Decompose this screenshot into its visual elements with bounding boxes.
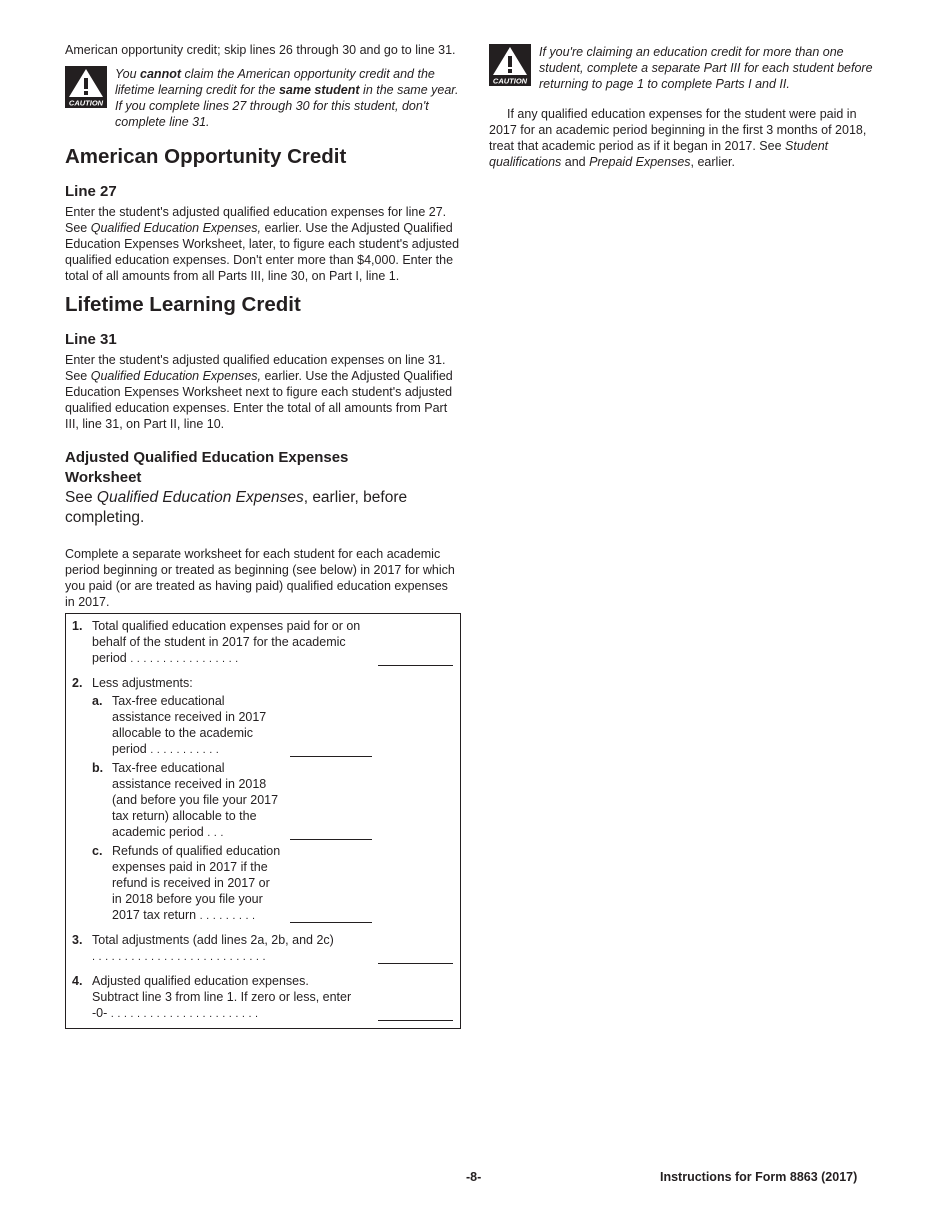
- line31-paragraph: Enter the student's adjusted qualified education expenses on line 31. See Qualified Education Expenses, earlier. Use the Adjusted Qualified Education Expenses Worksheet next to figure each student's adjusted qualified education expenses. Enter the total of all amounts from Part III, line 31, on Part II, line 10.: [65, 353, 453, 431]
- llc-heading: Lifetime Learning Credit: [65, 293, 301, 316]
- line27-heading: Line 27: [65, 183, 117, 200]
- line-3-entry[interactable]: [378, 949, 453, 964]
- page-number: -8-: [466, 1170, 482, 1184]
- worksheet-line-2: 2. Less adjustments:: [72, 676, 193, 690]
- caution-icon: [65, 66, 107, 108]
- line-2c-entry[interactable]: [290, 908, 372, 923]
- caution-text: You cannot claim the American opportunity credit and the lifetime learning credit for the same student in the same year. If you complete lines 27 through 30 for this student, don't complete line 31.: [115, 67, 459, 129]
- left-column: [65, 42, 461, 1029]
- caution-text-right: If you're claiming an education credit for more than one student, complete a separate Part III for each student before returning to page 1 to complete Parts I and II.: [539, 45, 873, 91]
- worksheet-line-4: 4. Adjusted qualified education expenses. Subtract line 3 from line 1. If zero or less, enter -0- .......................: [72, 973, 453, 1022]
- aoc-heading: American Opportunity Credit: [65, 145, 347, 168]
- form-title-footer: Instructions for Form 8863 (2017): [660, 1170, 858, 1184]
- worksheet-line-2b: b. Tax-free educational assistance received in 2018 (and before you file your 2017 tax return) allocable to the academic period ...: [92, 760, 453, 841]
- worksheet-heading: Adjusted Qualified Education Expenses Worksheet: [65, 449, 349, 486]
- prepaid-paragraph: If any qualified education expenses for the student were paid in 2017 for an academic period beginning in the first 3 months of 2018, treat that academic period as if it began in 2017. See Student qualifications and Prepaid Expenses, earlier.: [489, 107, 867, 169]
- worksheet-box: [65, 613, 461, 1029]
- line-4-entry[interactable]: [378, 1006, 453, 1021]
- right-column: [489, 44, 885, 170]
- line-2b-entry[interactable]: [290, 825, 372, 840]
- caution-note: [65, 66, 461, 130]
- caution-icon: [489, 44, 531, 86]
- line31-heading: Line 31: [65, 331, 117, 348]
- svg-text:CAUTION: CAUTION: [492, 76, 528, 86]
- intro-paragraph: American opportunity credit; skip lines 26 through 30 and go to line 31.: [65, 43, 456, 57]
- worksheet-line-3: 3. Total adjustments (add lines 2a, 2b, and 2c) ...........................: [72, 932, 453, 965]
- line27-paragraph: Enter the student's adjusted qualified education expenses for line 27. See Qualified Education Expenses, earlier. Use the Adjusted Qualified Education Expenses Worksheet, later, to figure each student's adjusted qualified education expenses. Don't enter more than $4,000. Enter the total of all amounts from all Parts III, line 30, on Part I, line 1.: [65, 205, 460, 283]
- worksheet-line-2c: c. Refunds of qualified education expenses paid in 2017 if the refund is received in 2017 or in 2018 before you file your 2017 tax return .........: [92, 843, 453, 924]
- worksheet-subheading: See Qualified Education Expenses, earlier, before completing.: [65, 489, 408, 526]
- worksheet-intro: Complete a separate worksheet for each student for each academic period beginning or treated as beginning (see below) in 2017 for which you paid (or are treated as having paid) qualified education expenses in 2017.: [65, 547, 455, 609]
- line-1-entry[interactable]: [378, 651, 453, 666]
- worksheet-line-2a: a. Tax-free educational assistance received in 2017 allocable to the academic period ...........: [92, 693, 453, 758]
- caution-note-right: [489, 44, 885, 92]
- svg-text:CAUTION: CAUTION: [68, 98, 104, 108]
- line-2a-entry[interactable]: [290, 742, 372, 757]
- worksheet-line-1: 1. Total qualified education expenses paid for or on behalf of the student in 2017 for the academic period .................: [72, 618, 453, 667]
